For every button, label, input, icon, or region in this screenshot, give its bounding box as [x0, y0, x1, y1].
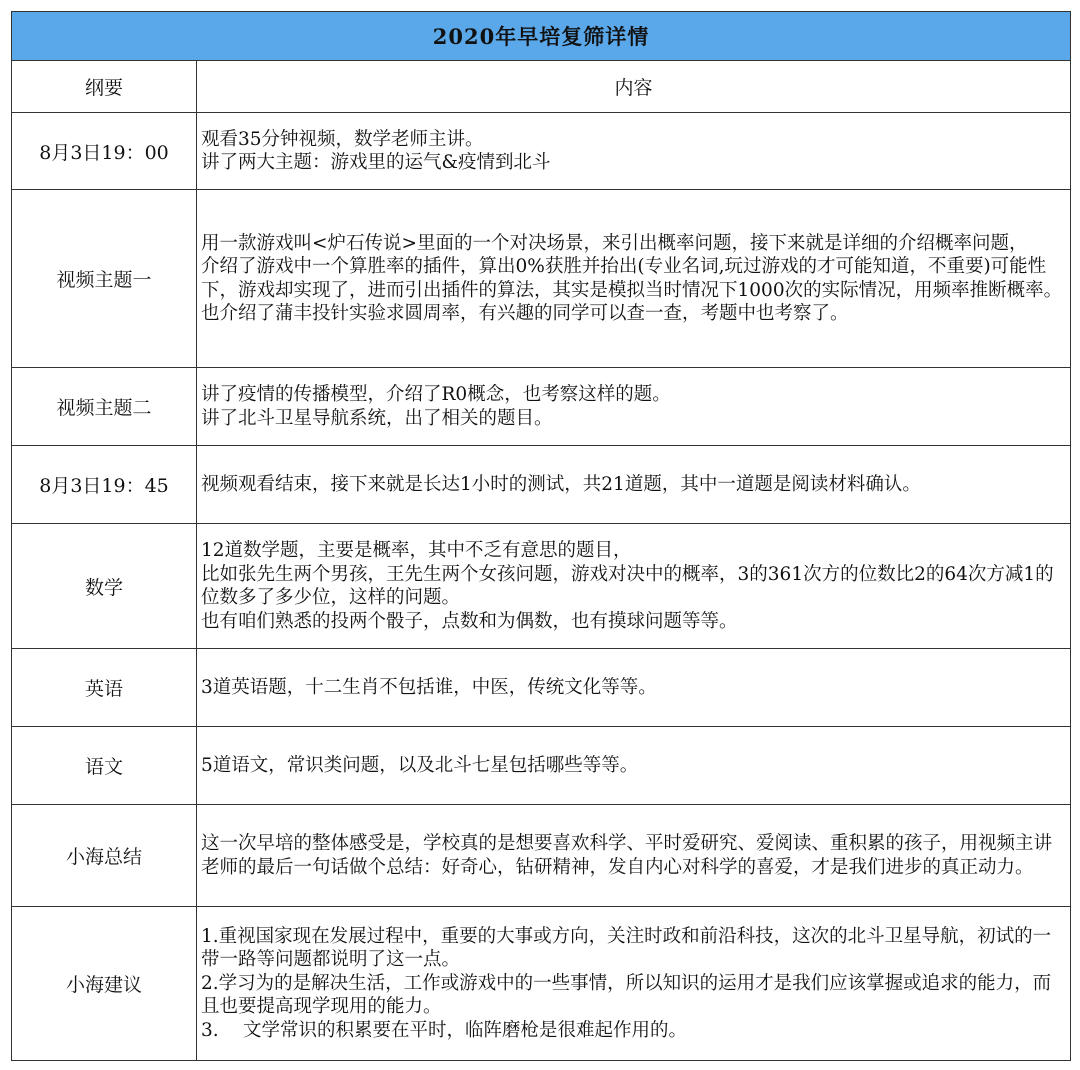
content-line: 12道数学题，主要是概率，其中不乏有意思的题目，	[201, 540, 632, 561]
content-line: 2.学习为的是解决生活，工作或游戏中的一些事情，所以知识的运用才是我们应该掌握或追求的能力，而且也要提高现学现用的能力。	[201, 972, 1052, 1018]
table-title: 2020年早培复筛详情	[12, 12, 1071, 61]
table-row	[12, 649, 1071, 727]
content-line: 也介绍了蒲丰投针实验求圆周率，有兴趣的同学可以查一查，考题中也考察了。	[201, 303, 849, 324]
content-line: 5道语文，常识类问题，以及北斗七星包括哪些等等。	[201, 754, 639, 776]
content-line: 讲了疫情的传播模型，介绍了R0概念，也考察这样的题。	[201, 384, 671, 405]
row-content	[197, 805, 1071, 907]
detail-table	[11, 11, 1071, 1061]
content-line: 3道英语题，十二生肖不包括谁，中医，传统文化等等。	[201, 676, 657, 698]
table-row	[12, 446, 1071, 524]
content-line: 讲了北斗卫星导航系统，出了相关的题目。	[201, 407, 553, 429]
row-label: 8月3日19：00	[12, 113, 197, 190]
table-row	[12, 907, 1071, 1061]
row-label: 语文	[12, 727, 197, 805]
row-label: 数学	[12, 524, 197, 649]
table-row	[12, 805, 1071, 907]
title-row	[12, 12, 1071, 61]
content-line: 视频观看结束，接下来就是长达1小时的测试，共21道题，其中一道题是阅读材料确认。	[201, 473, 921, 495]
row-content	[197, 113, 1071, 190]
row-content	[197, 190, 1071, 368]
header-row	[12, 61, 1071, 113]
header-outline: 纲要	[12, 61, 197, 113]
table-row	[12, 524, 1071, 649]
content-line: 1.重视国家现在发展过程中，重要的大事或方向，关注时政和前沿科技，这次的北斗卫星导航，初试的一带一路等问题都说明了这一点。	[201, 925, 1052, 971]
content-line: 用一款游戏叫<炉石传说>里面的一个对决场景，来引出概率问题，接下来就是详细的介绍概率问题，	[201, 232, 1028, 254]
row-content	[197, 907, 1071, 1061]
content-line: 也有咱们熟悉的投两个骰子，点数和为偶数，也有摸球问题等等。	[201, 610, 738, 632]
content-line: 讲了两大主题：游戏里的运气&疫情到北斗	[201, 152, 551, 173]
row-content	[197, 524, 1071, 649]
row-label: 英语	[12, 649, 197, 727]
content-line: 这一次早培的整体感受是，学校真的是想要喜欢科学、平时爱研究、爱阅读、重积累的孩子，用视频主讲老师的最后一句话做个总结：好奇心，钻研精神，发自内心对科学的喜爱，才是我们进步的真正动力。	[201, 833, 1053, 878]
content-line: 介绍了游戏中一个算胜率的插件，算出0%获胜并抬出(专业名词,玩过游戏的才可能知道，不重要)可能性下，游戏却实现了，进而引出插件的算法，其实是模拟当时情况下1000次的实际情况，用频率推断概率。	[201, 256, 1063, 301]
content-line: 比如张先生两个男孩，王先生两个女孩问题，游戏对决中的概率，3的361次方的位数比2的64次方减1的位数多了多少位，这样的问题。	[201, 563, 1054, 608]
row-content	[197, 727, 1071, 805]
row-label: 小海建议	[12, 907, 197, 1061]
table-row	[12, 727, 1071, 805]
row-content	[197, 649, 1071, 727]
header-content: 内容	[197, 61, 1071, 113]
content-line: 3. 文学常识的积累要在平时，临阵磨枪是很难起作用的。	[201, 1019, 688, 1041]
row-label: 8月3日19：45	[12, 446, 197, 524]
content-line: 观看35分钟视频，数学老师主讲。	[201, 128, 484, 150]
row-label: 视频主题二	[12, 368, 197, 446]
row-label: 视频主题一	[12, 190, 197, 368]
table-row	[12, 368, 1071, 446]
row-label: 小海总结	[12, 805, 197, 907]
table-row	[12, 190, 1071, 368]
table-row	[12, 113, 1071, 190]
row-content	[197, 368, 1071, 446]
row-content	[197, 446, 1071, 524]
